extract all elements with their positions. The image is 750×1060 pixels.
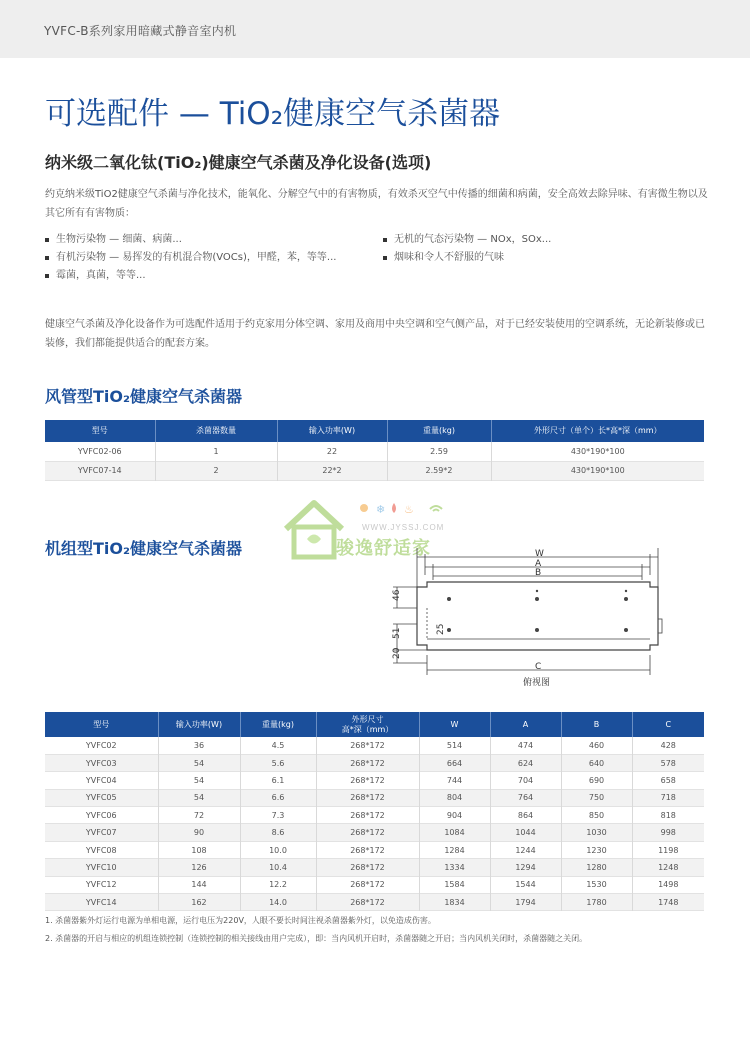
dim-label-a: A [535,559,542,569]
table-cell: 162 [158,894,240,911]
table-row [45,841,704,858]
table-cell: 4.5 [240,737,316,754]
intro-paragraph: 约克纳米级TiO2健康空气杀菌与净化技术，能氧化、分解空气中的有害物质，有效杀灭空气中传播的细菌和病菌，安全高效去除异味、有害微生物以及其它所有有害物质： [45,189,708,219]
table-cell: 460 [561,737,632,754]
pollutant-list-right [383,231,683,267]
table-cell: 90 [158,824,240,841]
table-cell: 268*172 [316,772,419,789]
table-cell: 268*172 [316,894,419,911]
table-cell: 36 [158,737,240,754]
column-header: 型号 [45,712,158,737]
dim-label-b: B [535,568,542,578]
table-cell: 658 [660,775,676,785]
table-cell: YVFC04 [45,772,158,789]
table-row [45,807,704,824]
table-cell: 268*172 [316,876,419,893]
table-row [45,754,704,771]
table-cell: YVFC10 [45,859,158,876]
watermark-url: WWW.JYSSJ.COM [362,523,445,532]
table-cell: 268*172 [316,859,419,876]
table-cell: 6.1 [240,772,316,789]
column-header: 输入功率(W) [158,712,240,737]
table-cell: YVFC06 [45,807,158,824]
footnote-1: 1. 杀菌器紫外灯运行电源为单相电源，运行电压为220V，人眼不要长时间注视杀菌器紫外灯，以免造成伤害。 [45,916,436,925]
table-row [45,894,704,911]
table-cell: 22*2 [277,461,387,480]
table-cell: 690 [561,772,632,789]
table-cell: YVFC02 [45,737,158,754]
table-header-row [45,420,704,442]
column-header: 重量(kg) [387,420,491,442]
table-cell: 1834 [419,894,490,911]
table-cell: 1530 [561,876,632,893]
column-header: C [632,712,704,737]
table-cell: 1780 [561,894,632,911]
table-cell: YVFC02-06 [45,442,155,461]
table-cell: 1794 [490,894,561,911]
table-cell: 6.6 [240,789,316,806]
column-header: 杀菌器数量 [155,420,277,442]
table-cell: 22 [277,442,387,461]
column-header: B [561,712,632,737]
table-cell: 1084 [419,824,490,841]
watermark-brand: 骏逸舒适家 [336,538,431,559]
table-cell: 12.2 [240,876,316,893]
column-header: 外形尺寸（单个）长*高*深（mm） [491,420,704,442]
table-row [45,859,704,876]
table-cell: 750 [561,789,632,806]
table-cell: 268*172 [316,789,419,806]
list-item: 生物污染物 — 细菌、病菌... [45,231,375,249]
table-row [45,789,704,806]
table-cell: 1030 [561,824,632,841]
table-row [45,772,704,789]
list-item: 烟味和令人不舒服的气味 [383,249,683,267]
table-row [45,442,704,461]
diagram-caption: 俯视图 [523,678,551,688]
table-cell: 904 [419,807,490,824]
table-cell: 1748 [632,894,704,911]
list-item: 有机污染物 — 易挥发的有机混合物(VOCs)，甲醛，苯，等等... [45,249,375,267]
table-cell: 10.0 [240,841,316,858]
table-cell: 268*172 [316,754,419,771]
table-cell: 54 [158,772,240,789]
dim-label-w: W [535,549,544,559]
list-item: 无机的气态污染物 — NOx，SOx... [383,231,683,249]
page-title: 可选配件 — TiO₂健康空气杀菌器 [45,96,501,132]
table-cell: 1230 [561,841,632,858]
table-cell: 54 [158,754,240,771]
table-cell: 2 [155,461,277,480]
svg-text:❄: ❄ [376,503,386,516]
table-cell: 664 [419,754,490,771]
table-cell: 718 [632,789,704,806]
column-header: 型号 [45,420,155,442]
closing-paragraph: 健康空气杀菌及净化设备作为可选配件适用于约克家用分体空调、家用及商用中央空调和空气侧产品，对于已经安装使用的空调系统，无论新装修或已装修，我们都能提供适合的配套方案。 [45,319,705,349]
unit-sterilizer-title: 机组型TiO₂健康空气杀菌器 [45,539,243,558]
table-cell: YVFC12 [45,876,158,893]
table-cell: 144 [158,876,240,893]
table-cell: 430*190*100 [570,446,625,456]
list-item: 霉菌，真菌，等等... [45,267,375,285]
table-cell: 268*172 [316,737,419,754]
table-cell: 764 [490,789,561,806]
table-cell: YVFC03 [45,754,158,771]
table-cell: 5.6 [240,754,316,771]
table-cell: 1498 [658,880,679,890]
table-row [45,461,704,480]
column-header: 重量(kg) [240,712,316,737]
table-cell: YVFC14 [45,894,158,911]
dim-label-25: 25 [436,623,446,635]
table-cell: 514 [419,737,490,754]
table-cell: 704 [490,772,561,789]
table-cell: 2.59 [387,442,491,461]
table-row [45,737,704,754]
column-header: 外形尺寸 高*深（mm） [316,712,419,737]
table-cell: 1198 [658,845,679,855]
table-cell: 108 [158,841,240,858]
table-cell: 578 [632,754,704,771]
table-cell: 744 [419,772,490,789]
table-cell: 428 [660,740,676,750]
table-cell: 268*172 [316,807,419,824]
table-cell: 998 [632,824,704,841]
table-cell: 1284 [419,841,490,858]
footnote-2: 2. 杀菌器的开启与相应的机组连锁控制（连锁控制的相关接线由用户完成），即：当内风机开启时，杀菌器随之开启；当内风机关闭时，杀菌器随之关闭。 [45,934,588,943]
duct-sterilizer-table [45,420,704,481]
table-cell: 10.4 [240,859,316,876]
table-cell: 1044 [490,824,561,841]
table-row [45,824,704,841]
table-cell: 1280 [561,859,632,876]
table-cell: 624 [490,754,561,771]
table-cell: 2.59*2 [387,461,491,480]
table-cell: 1584 [419,876,490,893]
column-header: 输入功率(W) [277,420,387,442]
table-cell: 7.3 [240,807,316,824]
unit-sterilizer-table [45,712,704,911]
table-header-row [45,712,704,737]
table-cell: 1244 [490,841,561,858]
series-title: YVFC-B系列家用暗藏式静音室内机 [44,24,237,38]
table-cell: 8.6 [240,824,316,841]
dim-label-46: 46 [392,589,402,601]
dim-label-20: 20 [392,647,402,659]
table-cell: YVFC08 [45,841,158,858]
pollutant-list-left [45,231,375,285]
table-row [45,876,704,893]
svg-text:♨: ♨ [404,503,414,516]
header-bar [0,0,750,58]
table-cell: 1334 [419,859,490,876]
table-cell: 14.0 [240,894,316,911]
table-cell: YVFC07 [45,824,158,841]
duct-sterilizer-title: 风管型TiO₂健康空气杀菌器 [45,387,243,406]
table-cell: 640 [561,754,632,771]
table-cell: 1248 [632,859,704,876]
table-cell: 268*172 [316,841,419,858]
column-header: W [419,712,490,737]
table-cell: 430*190*100 [491,461,704,480]
table-cell: 1 [155,442,277,461]
table-cell: 126 [158,859,240,876]
table-cell: 268*172 [316,824,419,841]
table-cell: YVFC05 [45,789,158,806]
table-cell: 1544 [490,876,561,893]
dim-label-c: C [535,662,542,672]
table-cell: 54 [158,789,240,806]
table-cell: 850 [561,807,632,824]
top-view-diagram [375,545,675,690]
table-cell: 804 [419,789,490,806]
table-cell: YVFC07-14 [45,461,155,480]
table-cell: 818 [660,810,676,820]
table-cell: 1294 [490,859,561,876]
table-cell: 72 [158,807,240,824]
dim-label-51: 51 [392,627,402,639]
table-cell: 864 [490,807,561,824]
table-cell: 474 [490,737,561,754]
column-header: A [490,712,561,737]
page-subtitle: 纳米级二氧化钛(TiO₂)健康空气杀菌及净化设备(选项) [45,153,432,172]
